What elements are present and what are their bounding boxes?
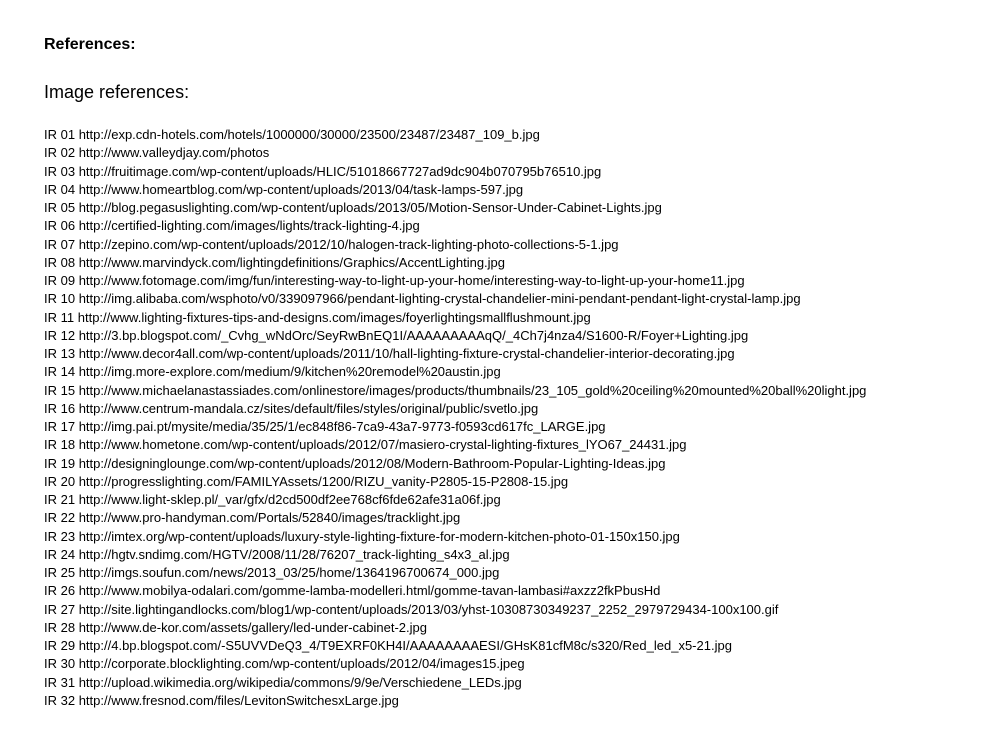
reference-url: http://zepino.com/wp-content/uploads/2012/10/halogen-track-lighting-photo-collections-5-1.jpg	[78, 236, 619, 252]
reference-url: http://site.lightingandlocks.com/blog1/wp-content/uploads/2013/03/yhst-10308730349237_2252_2979729434-100x100.gif	[78, 601, 779, 617]
reference-id: IR 31	[44, 674, 76, 690]
reference-item	[44, 674, 866, 692]
reference-id: IR 01	[44, 127, 76, 142]
reference-id: IR 23	[44, 528, 76, 544]
reference-item	[44, 272, 866, 290]
reference-id: IR 05	[44, 200, 76, 215]
references-heading: References:	[44, 36, 136, 53]
reference-item	[44, 309, 866, 327]
reference-id: IR 03	[44, 163, 76, 179]
reference-url: http://www.fresnod.com/files/LevitonSwitchesxLarge.jpg	[78, 692, 399, 708]
reference-url: http://www.fotomage.com/img/fun/interesting-way-to-light-up-your-home/interesting-way-to-light-up-your-home11.jpg	[78, 273, 745, 288]
reference-id: IR 20	[44, 473, 76, 489]
reference-id: IR 19	[44, 455, 76, 471]
reference-id: IR 22	[44, 510, 76, 526]
reference-url: http://progresslighting.com/FAMILYAssets/1200/RIZU_vanity-P2805-15-P2808-15.jpg	[78, 473, 569, 489]
reference-url: http://www.decor4all.com/wp-content/uploads/2011/10/hall-lighting-fixture-crystal-chandelier-interior-decorating.jpg	[78, 346, 735, 361]
reference-item	[44, 473, 866, 491]
reference-item	[44, 290, 866, 308]
reference-item	[44, 491, 866, 509]
reference-item	[44, 619, 866, 637]
reference-url: http://4.bp.blogspot.com/-S5UVVDeQ3_4/T9EXRF0KH4I/AAAAAAAAESI/GHsK81cfM8c/s320/Red_led_x5-21.jpg	[78, 638, 732, 653]
reference-url: http://upload.wikimedia.org/wikipedia/commons/9/9e/Verschiedene_LEDs.jpg	[78, 674, 522, 690]
reference-url: http://www.marvindyck.com/lightingdefinitions/Graphics/AccentLighting.jpg	[78, 254, 506, 270]
reference-id: IR 29	[44, 638, 76, 653]
reference-item	[44, 509, 866, 527]
reference-url: http://www.lighting-fixtures-tips-and-designs.com/images/foyerlightingsmallflushmount.jpg	[77, 309, 591, 325]
image-reference-list	[44, 126, 866, 710]
reference-id: IR 28	[44, 619, 76, 635]
reference-item	[44, 455, 866, 473]
reference-id: IR 13	[44, 346, 76, 361]
reference-url: http://www.mobilya-odalari.com/gomme-lamba-modelleri.html/gomme-tavan-lambasi#axzz2fkPbusHd	[78, 583, 661, 599]
reference-item	[44, 400, 866, 418]
reference-url: http://imgs.soufun.com/news/2013_03/25/home/1364196700674_000.jpg	[78, 565, 500, 580]
reference-id: IR 12	[44, 327, 76, 343]
reference-url: http://blog.pegasuslighting.com/wp-content/uploads/2013/05/Motion-Sensor-Under-Cabinet-Lights.jpg	[78, 200, 662, 215]
reference-item	[44, 345, 866, 363]
reference-id: IR 24	[44, 546, 76, 562]
reference-id: IR 07	[44, 236, 76, 252]
reference-url: http://certified-lighting.com/images/lights/track-lighting-4.jpg	[78, 218, 420, 234]
reference-url: http://www.light-sklep.pl/_var/gfx/d2cd500df2ee768cf6fde62afe31a06f.jpg	[78, 492, 501, 507]
reference-item	[44, 236, 866, 254]
reference-url: http://www.hometone.com/wp-content/uploads/2012/07/masiero-crystal-lighting-fixtures_lYO67_24431.jpg	[78, 437, 687, 453]
reference-id: IR 16	[44, 400, 76, 416]
reference-item	[44, 582, 866, 600]
reference-url: http://www.de-kor.com/assets/gallery/led-under-cabinet-2.jpg	[78, 619, 427, 635]
reference-id: IR 02	[44, 145, 76, 161]
reference-id: IR 21	[44, 492, 76, 507]
reference-item	[44, 126, 866, 144]
reference-id: IR 18	[44, 437, 76, 453]
reference-url: http://www.pro-handyman.com/Portals/52840/images/tracklight.jpg	[78, 510, 461, 526]
reference-url: http://hgtv.sndimg.com/HGTV/2008/11/28/76207_track-lighting_s4x3_al.jpg	[78, 546, 510, 562]
reference-item	[44, 418, 866, 436]
reference-id: IR 32	[44, 692, 76, 708]
reference-id: IR 14	[44, 364, 76, 380]
reference-url: http://designinglounge.com/wp-content/uploads/2012/08/Modern-Bathroom-Popular-Lighting-Ideas.jpg	[78, 455, 666, 471]
reference-url: http://www.centrum-mandala.cz/sites/default/files/styles/original/public/svetlo.jpg	[78, 400, 539, 416]
reference-id: IR 27	[44, 601, 76, 617]
reference-item	[44, 363, 866, 381]
reference-id: IR 09	[44, 273, 76, 288]
image-references-subheading: Image references:	[44, 82, 190, 102]
reference-id: IR 04	[44, 181, 76, 197]
reference-item	[44, 163, 866, 181]
reference-item	[44, 199, 866, 217]
reference-id: IR 06	[44, 218, 76, 234]
reference-item	[44, 528, 866, 546]
reference-id: IR 11	[44, 309, 75, 325]
reference-item	[44, 144, 866, 162]
reference-item	[44, 546, 866, 564]
reference-url: http://3.bp.blogspot.com/_Cvhg_wNdOrc/SeyRwBnEQ1I/AAAAAAAAAqQ/_4Ch7j4nza4/S1600-R/Foyer+Lighting.jpg	[78, 327, 749, 343]
reference-item	[44, 436, 866, 454]
reference-item	[44, 637, 866, 655]
reference-url: http://imtex.org/wp-content/uploads/luxury-style-lighting-fixture-for-modern-kitchen-photo-01-150x150.jpg	[78, 528, 680, 544]
reference-item	[44, 564, 866, 582]
reference-item	[44, 601, 866, 619]
reference-id: IR 30	[44, 656, 76, 672]
reference-item	[44, 254, 866, 272]
reference-id: IR 10	[44, 291, 76, 307]
reference-item	[44, 382, 866, 400]
reference-url: http://exp.cdn-hotels.com/hotels/1000000/30000/23500/23487/23487_109_b.jpg	[78, 127, 540, 142]
reference-item	[44, 181, 866, 199]
reference-url: http://www.valleydjay.com/photos	[78, 145, 270, 161]
reference-id: IR 25	[44, 565, 76, 580]
reference-id: IR 26	[44, 583, 76, 599]
reference-url: http://img.more-explore.com/medium/9/kitchen%20remodel%20austin.jpg	[78, 364, 501, 380]
reference-item	[44, 217, 866, 235]
reference-url: http://www.homeartblog.com/wp-content/uploads/2013/04/task-lamps-597.jpg	[78, 181, 524, 197]
reference-url: http://corporate.blocklighting.com/wp-content/uploads/2012/04/images15.jpeg	[78, 656, 525, 672]
reference-id: IR 08	[44, 254, 76, 270]
reference-id: IR 17	[44, 419, 76, 434]
reference-item	[44, 327, 866, 345]
reference-id: IR 15	[44, 382, 76, 398]
reference-url: http://img.pai.pt/mysite/media/35/25/1/ec848f86-7ca9-43a7-9773-f0593cd617fc_LARGE.jpg	[78, 419, 606, 434]
reference-url: http://fruitimage.com/wp-content/uploads/HLIC/51018667727ad9dc904b070795b76510.jpg	[78, 163, 602, 179]
reference-url: http://www.michaelanastassiades.com/onlinestore/images/products/thumbnails/23_105_gold%20ceiling%20mounted%20ball%20light.jpg	[78, 382, 867, 398]
reference-item	[44, 655, 866, 673]
reference-url: http://img.alibaba.com/wsphoto/v0/339097966/pendant-lighting-crystal-chandelier-mini-pendant-pendant-light-crystal-lamp.jpg	[78, 291, 801, 307]
reference-item	[44, 692, 866, 710]
